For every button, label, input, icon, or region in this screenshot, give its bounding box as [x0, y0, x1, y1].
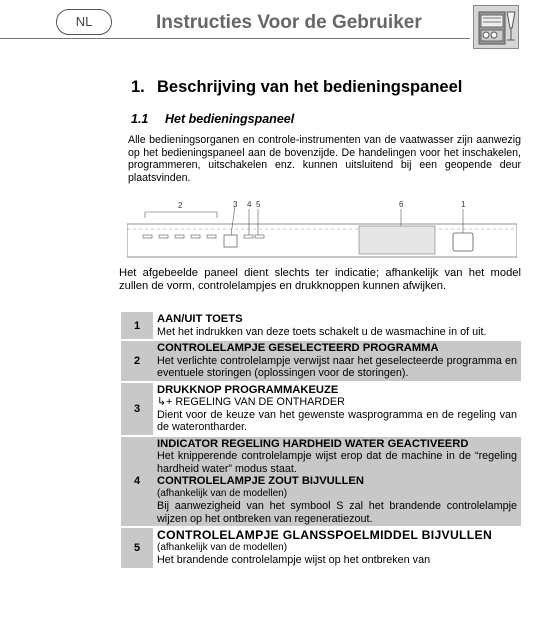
- salt-symbol-icon: S: [336, 500, 344, 512]
- header-divider: [0, 38, 470, 39]
- item-subtitle: [157, 396, 517, 409]
- subsection-title: Het bedieningspaneel: [165, 112, 295, 126]
- table-row: [121, 340, 521, 382]
- item-text: Het knipperende controlelampje wijst erop dat de machine in de “regeling hardheid water” modus staat.: [157, 450, 517, 475]
- item-text: Dient voor de keuze van het gewenste wasprogramma en de regeling van de waterontharder.: [157, 408, 517, 433]
- arrow-icon: ↳: [157, 396, 167, 408]
- table-row: [121, 312, 521, 340]
- item-text: Het brandende controlelampje wijst op het ontbreken van: [157, 554, 431, 566]
- item-text-2: [157, 500, 517, 525]
- panel-note: Het afgebeelde paneel dient slechts ter indicatie; afhankelijk van het model zullen de vorm, controlelampjes en drukknoppen kunnen afwijken.: [119, 267, 521, 292]
- control-panel-diagram: [127, 199, 517, 261]
- item-title: INDICATOR REGELING HARDHEID WATER GEACTIVEERD: [157, 437, 469, 450]
- section-heading: [131, 78, 462, 97]
- item-text: Met het indrukken van deze toets schakelt u de wasmachine in of uit.: [157, 325, 487, 338]
- item-model-note: (afhankelijk van de modellen): [157, 487, 288, 499]
- item-number: 1: [121, 312, 153, 340]
- item-text-2a: Bij aanwezigheid van het symbool: [157, 500, 331, 512]
- item-text: Het verlichte controlelampje verwijst naar het geselecteerde programma en eventuele storingen (oplossingen voor de storingen).: [157, 354, 517, 379]
- item-number: 5: [121, 527, 153, 569]
- subsection-heading: [131, 112, 294, 126]
- intro-paragraph: Alle bedieningsorganen en controle-instrumenten van de vaatwasser zijn aanwezig op het bedieningspaneel aan de bovenzijde. De handelingen voor het inschakelen, programmeren, uitschakelen enz. kunnen uitsluitend bij een geopende deur plaatsvinden.: [128, 134, 521, 184]
- callout-4: 4: [247, 200, 252, 209]
- item-title: CONTROLELAMPJE GLANSSPOELMIDDEL BIJVULLEN: [157, 528, 493, 542]
- item-cell: [153, 382, 521, 436]
- item-number: 4: [121, 436, 153, 528]
- item-cell: [153, 527, 521, 569]
- language-badge: NL: [56, 9, 112, 35]
- section-title: Beschrijving van het bedieningspaneel: [157, 78, 463, 96]
- controls-table: [121, 312, 521, 570]
- document-title: Instructies Voor de Gebruiker: [156, 12, 422, 33]
- callout-2: 2: [178, 201, 183, 210]
- item-title: DRUKKNOP PROGRAMMAKEUZE: [157, 383, 339, 396]
- item-subtitle-text: + REGELING VAN DE ONTHARDER: [166, 396, 345, 408]
- callout-1: 1: [461, 200, 466, 209]
- dishwasher-icon: [473, 5, 519, 49]
- table-row: [121, 436, 521, 528]
- item-cell: [153, 312, 521, 340]
- subsection-number: 1.1: [131, 112, 149, 126]
- item-title: AAN/UIT TOETS: [157, 313, 243, 325]
- item-cell: [153, 340, 521, 382]
- item-text-2b: zal het brandende controlelampje wijzen op het ontbreken van regeneratiezout.: [157, 500, 517, 525]
- item-title-2: CONTROLELAMPJE ZOUT BIJVULLEN: [157, 475, 364, 487]
- item-number: 3: [121, 382, 153, 436]
- table-row: [121, 527, 521, 569]
- item-title: CONTROLELAMPJE GESELECTEERD PROGRAMMA: [157, 342, 439, 354]
- section-number: 1.: [131, 78, 145, 96]
- callout-3: 3: [233, 200, 238, 209]
- callout-5: 5: [256, 200, 261, 209]
- item-cell: [153, 436, 521, 528]
- table-row: [121, 382, 521, 436]
- item-number: 2: [121, 340, 153, 382]
- item-model-note: (afhankelijk van de modellen): [157, 541, 288, 553]
- callout-6: 6: [399, 200, 404, 209]
